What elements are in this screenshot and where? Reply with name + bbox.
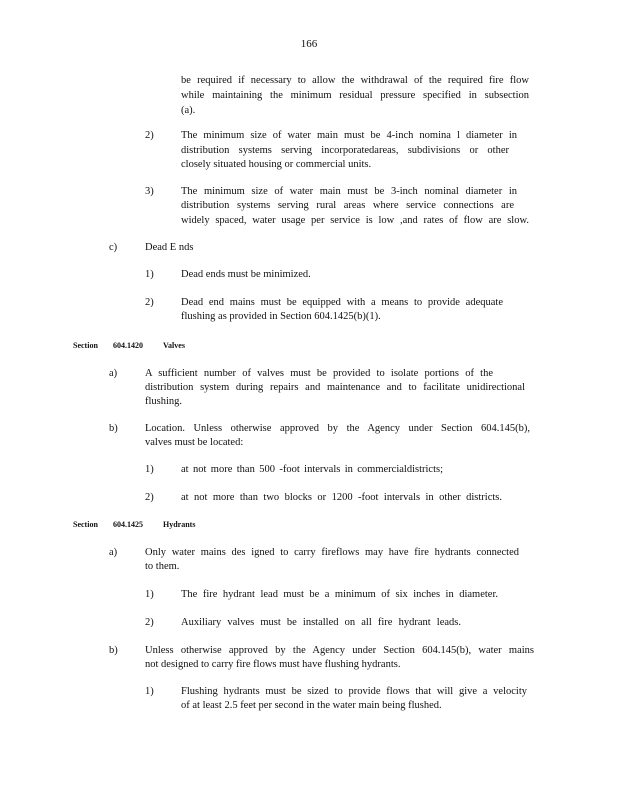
hydrants-a1-label: 1) <box>145 589 154 600</box>
valves-b1-text: at not more than 500 -foot intervals in commercialdistricts; <box>181 464 443 475</box>
item-c-heading: Dead E nds <box>145 242 194 253</box>
item-c2-line-2: flushing as provided in Section 604.1425(b)(1). <box>181 311 381 322</box>
item-3-label: 3) <box>145 186 154 197</box>
hydrants-a1-text: The fire hydrant lead must be a minimum of six inches in diameter. <box>181 589 498 600</box>
item-c1-text: Dead ends must be minimized. <box>181 269 311 280</box>
item-c1-label: 1) <box>145 269 154 280</box>
hydrants-b1-line-2: of at least 2.5 feet per second in the water main being flushed. <box>181 700 442 711</box>
continuation-line-2: while maintaining the minimum residual pressure specified in subsection <box>181 90 529 101</box>
hydrants-b-line-1: Unless otherwise approved by the Agency under Section 604.145(b), water mains <box>145 645 534 656</box>
valves-b-line-2: valves must be located: <box>145 437 244 448</box>
valves-b1-label: 1) <box>145 464 154 475</box>
hydrants-a-line-2: to them. <box>145 561 180 572</box>
section-1425-number: 604.1425 <box>113 520 143 529</box>
hydrants-a2-text: Auxiliary valves must be installed on all fire hydrant leads. <box>181 617 461 628</box>
item-3-line-2: distribution systems serving rural areas where service connections are <box>181 200 514 211</box>
valves-b-line-1: Location. Unless otherwise approved by the Agency under Section 604.145(b), <box>145 423 530 434</box>
section-1420-number: 604.1420 <box>113 341 143 350</box>
valves-a-line-2: distribution system during repairs and maintenance and to facilitate unidirectional <box>145 382 525 393</box>
item-c-label: c) <box>109 242 118 253</box>
item-2-line-1: The minimum size of water main must be 4-inch nomina l diameter in <box>181 130 517 141</box>
hydrants-a-label: a) <box>109 547 118 558</box>
page-number: 166 <box>300 38 318 50</box>
valves-a-line-3: flushing. <box>145 396 183 407</box>
item-2-line-2: distribution systems serving incorporatedareas, subdivisions or other <box>181 145 509 156</box>
valves-a-line-1: A sufficient number of valves must be provided to isolate portions of the <box>145 368 493 379</box>
item-3-line-3: widely spaced, water usage per service is low ,and rates of flow are slow. <box>181 215 529 226</box>
item-3-line-1: The minimum size of water main must be 3-inch nominal diameter in <box>181 186 517 197</box>
section-1420-label: Section <box>73 341 98 350</box>
continuation-line-1: be required if necessary to allow the withdrawal of the required fire flow <box>181 75 529 86</box>
item-2-label: 2) <box>145 130 154 141</box>
item-c2-label: 2) <box>145 297 154 308</box>
hydrants-b1-line-1: Flushing hydrants must be sized to provide flows that will give a velocity <box>181 686 527 697</box>
hydrants-a2-label: 2) <box>145 617 154 628</box>
item-c2-line-1: Dead end mains must be equipped with a means to provide adequate <box>181 297 503 308</box>
valves-b-label: b) <box>109 423 118 434</box>
hydrants-b1-label: 1) <box>145 686 154 697</box>
valves-b2-label: 2) <box>145 492 154 503</box>
continuation-line-3: (a). <box>181 105 196 116</box>
item-2-line-3: closely situated housing or commercial units. <box>181 159 372 170</box>
valves-b2-text: at not more than two blocks or 1200 -foot intervals in other districts. <box>181 492 502 503</box>
hydrants-b-line-2: not designed to carry fire flows must have flushing hydrants. <box>145 659 401 670</box>
section-1425-label: Section <box>73 520 98 529</box>
hydrants-b-label: b) <box>109 645 118 656</box>
hydrants-a-line-1: Only water mains des igned to carry fireflows may have fire hydrants connected <box>145 547 519 558</box>
section-1425-title: Hydrants <box>163 520 196 529</box>
section-1420-title: Valves <box>163 341 185 350</box>
valves-a-label: a) <box>109 368 118 379</box>
